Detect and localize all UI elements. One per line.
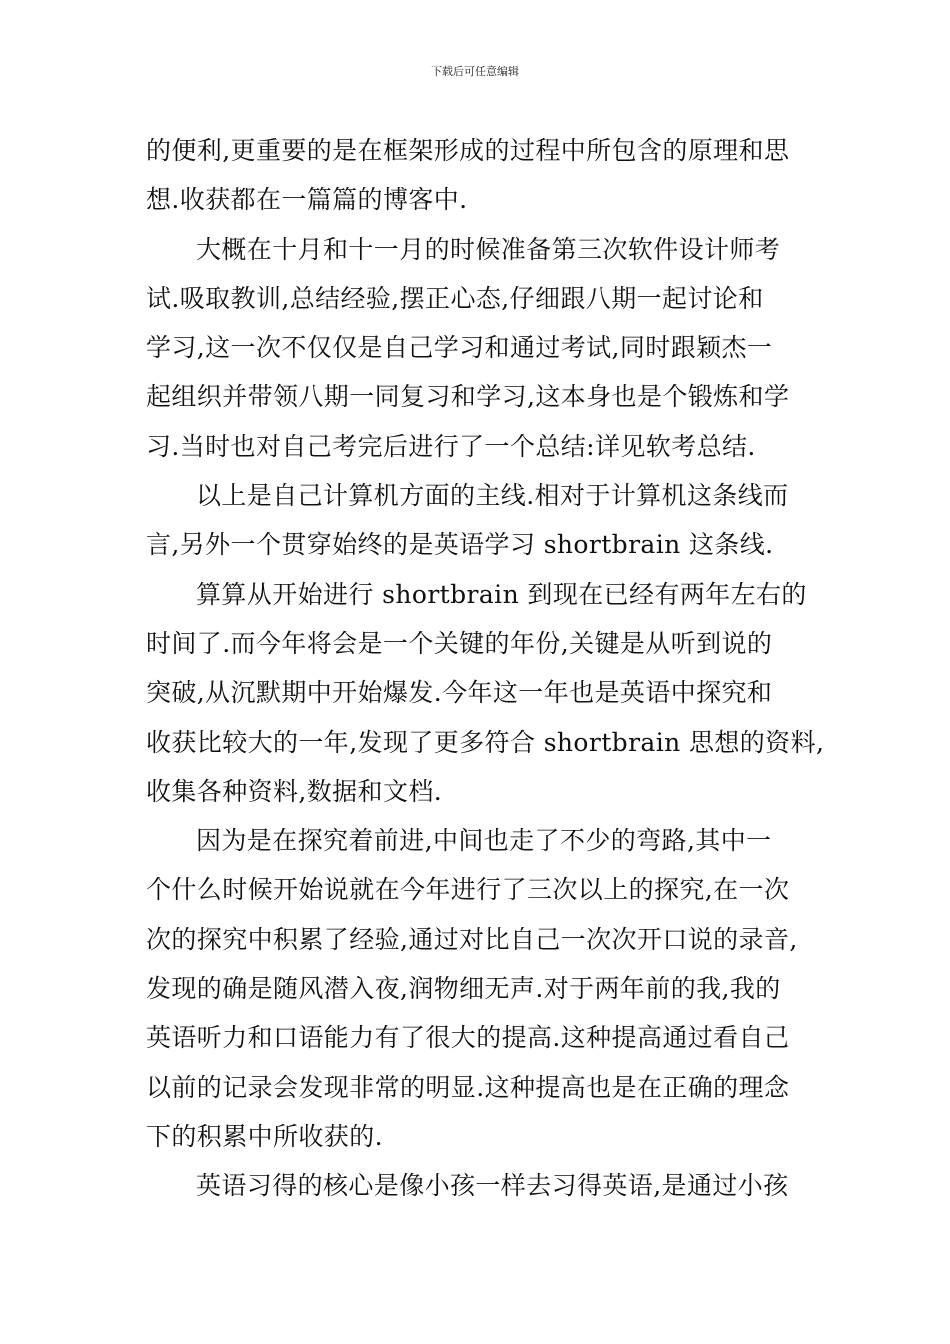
text-line: 英语习得的核心是像小孩一样去习得英语,是通过小孩 — [196, 1171, 789, 1201]
text-line: 大概在十月和十一月的时候准备第三次软件设计师考 — [196, 234, 781, 264]
text-line: 突破,从沉默期中开始爆发.今年这一年也是英语中探究和 — [146, 678, 773, 708]
text-line: 次的探究中积累了经验,通过对比自己一次次开口说的录音, — [146, 924, 798, 954]
text-line: 起组织并带领八期一同复习和学习,这本身也是个锻炼和学 — [146, 382, 790, 412]
text-line: 算算从开始进行 shortbrain 到现在已经有两年左右的 — [196, 579, 807, 609]
text-line: 想.收获都在一篇篇的博客中. — [146, 185, 468, 215]
text-line: 的便利,更重要的是在框架形成的过程中所包含的原理和思 — [146, 136, 790, 165]
page-header: 下载后可任意编辑 — [431, 65, 519, 78]
text-line: 试.吸取教训,总结经验,摆正心态,仔细跟八期一起讨论和 — [146, 283, 764, 313]
body-text — [146, 130, 825, 1215]
text-line: 以前的记录会发现非常的明显.这种提高也是在正确的理念 — [146, 1072, 790, 1102]
text-line: 学习,这一次不仅仅是自己学习和通过考试,同时跟颖杰一 — [146, 333, 773, 363]
text-line: 收集各种资料,数据和文档. — [146, 776, 443, 806]
text-line: 以上是自己计算机方面的主线.相对于计算机这条线而 — [196, 481, 789, 511]
text-line: 言,另外一个贯穿始终的是英语学习 shortbrain 这条线. — [146, 530, 774, 560]
text-line: 收获比较大的一年,发现了更多符合 shortbrain 思想的资料, — [146, 727, 825, 757]
text-line: 下的积累中所收获的. — [146, 1121, 383, 1151]
text-line: 发现的确是随风潜入夜,润物细无声.对于两年前的我,我的 — [146, 974, 781, 1004]
text-line: 个什么时候开始说就在今年进行了三次以上的探究,在一次 — [146, 875, 790, 905]
text-line: 时间了.而今年将会是一个关键的年份,关键是从听到说的 — [146, 628, 773, 658]
text-line: 英语听力和口语能力有了很大的提高.这种提高通过看自己 — [146, 1023, 790, 1053]
text-line: 习.当时也对自己考完后进行了一个总结:详见软考总结. — [146, 431, 756, 461]
text-line: 因为是在探究着前进,中间也走了不少的弯路,其中一 — [196, 826, 772, 856]
